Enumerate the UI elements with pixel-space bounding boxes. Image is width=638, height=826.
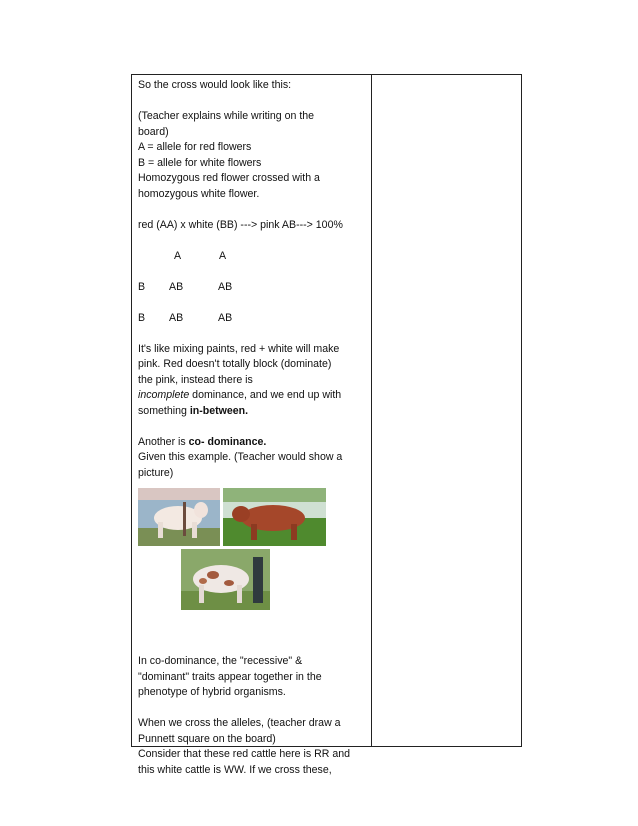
punnett-row-allele: B xyxy=(138,280,146,293)
text-line: incomplete dominance, and we end up with xyxy=(138,389,342,401)
text-line: B = allele for white flowers xyxy=(138,156,262,169)
bold-term: co- dominance. xyxy=(188,435,267,448)
white-bull-image xyxy=(138,488,220,546)
text-line: Given this example. (Teacher would show a xyxy=(138,451,343,463)
text-line: When we cross the alleles, (teacher draw a xyxy=(138,717,341,729)
punnett-row xyxy=(138,311,366,327)
red-cow-image xyxy=(223,488,326,546)
punnett-header-allele: A xyxy=(174,249,182,262)
punnett-row xyxy=(138,280,366,296)
text-line: pink. Red doesn't totally block (dominate) xyxy=(138,358,332,370)
punnett-row-allele: B xyxy=(138,311,146,324)
text-line: board) xyxy=(138,125,169,138)
italic-term: incomplete xyxy=(138,389,190,401)
punnett-header xyxy=(138,249,366,265)
text-line: the pink, instead there is xyxy=(138,373,253,386)
roan-cow-image xyxy=(181,549,270,610)
punnett-cell: AB xyxy=(169,280,184,293)
column-divider xyxy=(371,75,372,746)
text-line: something in-between. xyxy=(138,404,249,417)
text-line: A = allele for red flowers xyxy=(138,141,252,153)
text-line: In co-dominance, the "recessive" & xyxy=(138,655,303,667)
text-line: Homozygous red flower crossed with a xyxy=(138,172,320,184)
red-cattle-photo xyxy=(223,488,326,546)
text-line: Punnett square on the board) xyxy=(138,732,276,745)
punnett-cell: AB xyxy=(218,311,233,324)
lesson-content-cell xyxy=(138,78,366,778)
punnett-header-allele: A xyxy=(219,249,227,262)
white-cattle-photo xyxy=(138,488,220,546)
bold-term: in-between. xyxy=(189,404,249,417)
text-line: (Teacher explains while writing on the xyxy=(138,110,315,122)
text-line: Another is co- dominance. xyxy=(138,435,267,448)
text-line: "dominant" traits appear together in the xyxy=(138,670,322,683)
text-line: homozygous white flower. xyxy=(138,187,260,200)
punnett-cell: AB xyxy=(218,280,233,293)
lesson-table xyxy=(131,74,522,776)
text-line: Consider that these red cattle here is RR and xyxy=(138,748,350,760)
text-line: this white cattle is WW. If we cross these, xyxy=(138,763,332,776)
cross-equation: red (AA) x white (BB) ---> pink AB---> 100% xyxy=(138,218,343,231)
text-line: phenotype of hybrid organisms. xyxy=(138,686,286,698)
text-line: picture) xyxy=(138,466,174,479)
text-line: It's like mixing paints, red + white will make xyxy=(138,342,340,355)
text-line: So the cross would look like this: xyxy=(138,79,292,91)
punnett-cell: AB xyxy=(169,311,184,324)
roan-cattle-photo xyxy=(181,549,270,610)
